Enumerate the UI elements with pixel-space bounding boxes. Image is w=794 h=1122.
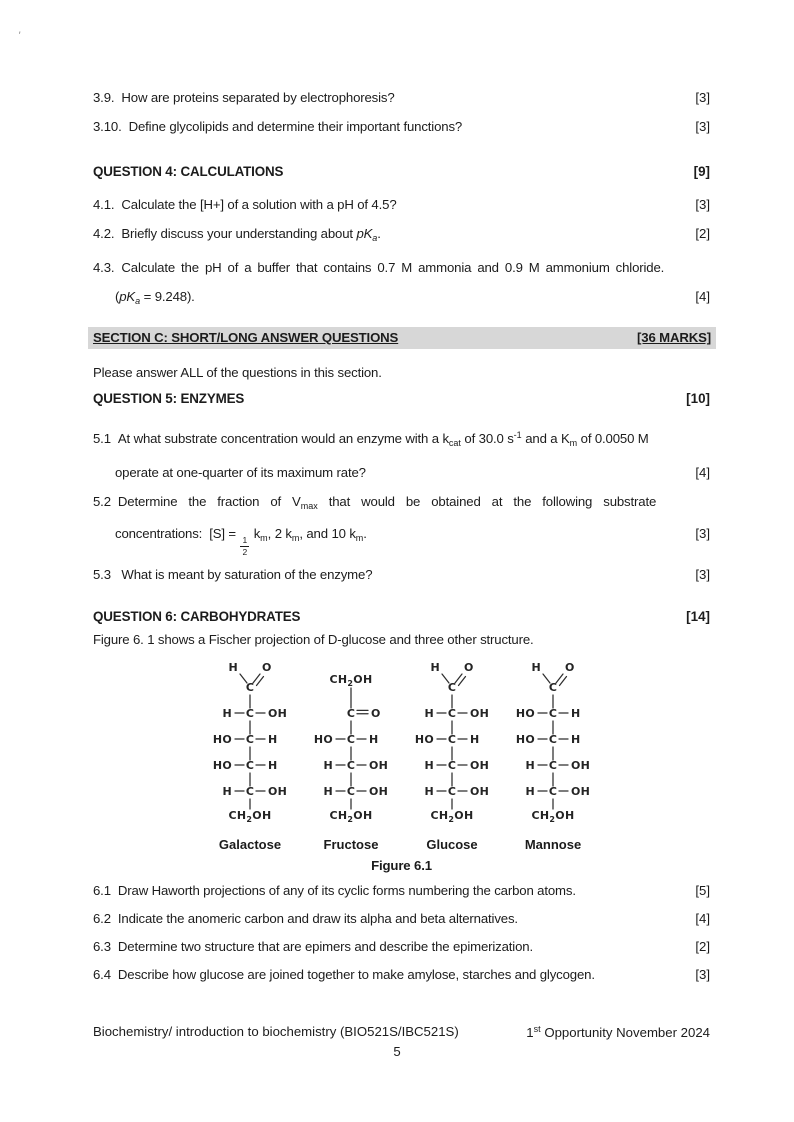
- marks-badge: [5]: [695, 883, 710, 898]
- atom-label: C: [346, 733, 356, 746]
- atom-label: C: [346, 707, 356, 720]
- atom-label: $CH_2OH$: [329, 809, 373, 824]
- molecule-glucose: [404, 657, 500, 854]
- text-segment: Please answer ALL of the questions in this section.: [93, 365, 382, 380]
- atom-label: H: [430, 661, 440, 674]
- question-text: [93, 260, 664, 275]
- molecule-structure-svg: [505, 657, 601, 829]
- text-row: [93, 463, 710, 482]
- document-body: [93, 88, 710, 984]
- marks-badge: [4]: [695, 289, 710, 304]
- question-row: [93, 224, 710, 248]
- atom-label: H: [222, 707, 232, 720]
- question-text: [115, 289, 195, 304]
- atom-label: OH: [268, 707, 288, 720]
- atom-label: H: [369, 733, 379, 746]
- question-text: [93, 197, 397, 212]
- marks-badge: [4]: [695, 465, 710, 480]
- molecule-fructose: [303, 657, 399, 854]
- atom-label: C: [346, 785, 356, 798]
- question-heading: QUESTION 4: CALCULATIONS: [93, 164, 284, 179]
- text-segment: Determine the fraction of V: [117, 494, 301, 509]
- atom-label: C: [447, 707, 457, 720]
- atom-label: C: [548, 707, 558, 720]
- question-heading: QUESTION 6: CARBOHYDRATES: [93, 609, 301, 624]
- question-row: [93, 492, 710, 516]
- text-segment: pK: [119, 289, 136, 304]
- question-text: [115, 526, 367, 557]
- section-title: SECTION C: SHORT/LONG ANSWER QUESTIONS: [93, 330, 399, 345]
- footer-course-text: Biochemistry/ introduction to biochemistry (BIO521S/IBC521S): [93, 1024, 459, 1039]
- atom-label: OH: [369, 759, 389, 772]
- section-marks: [36 MARKS]: [637, 330, 711, 345]
- question-text: [93, 90, 395, 105]
- marks-badge: [3]: [695, 119, 710, 134]
- atom-label: C: [245, 785, 255, 798]
- figure-caption: Figure 6.1: [371, 858, 432, 873]
- text-segment: Describe how glucose are joined together to make amylose, starches and glycogen.: [117, 967, 595, 982]
- atom-label: H: [424, 707, 434, 720]
- atom-label: H: [424, 785, 434, 798]
- superscript: st: [533, 1024, 541, 1034]
- text-segment: , and 10 k: [299, 526, 356, 541]
- question-row: [93, 937, 710, 956]
- marks-badge: [3]: [695, 526, 710, 541]
- atom-label: C: [548, 759, 558, 772]
- text-segment: At what substrate concentration would an enzyme with a k: [117, 431, 449, 446]
- text-segment: k: [250, 526, 261, 541]
- marks-badge: [3]: [695, 197, 710, 212]
- atom-label: HO: [414, 733, 434, 746]
- atom-label: H: [268, 733, 278, 746]
- atom-label: $CH_2OH$: [329, 673, 373, 688]
- question-heading-row: [93, 162, 710, 181]
- subscript: max: [300, 501, 318, 511]
- text-segment: Indicate the anomeric carbon and draw its alpha and beta alternatives.: [117, 911, 518, 926]
- molecule-mannose: [505, 657, 601, 854]
- question-heading-row: [93, 607, 710, 626]
- atom-label: OH: [571, 759, 591, 772]
- atom-label: O: [371, 707, 381, 720]
- atom-label: C: [245, 707, 255, 720]
- atom-label: H: [525, 759, 535, 772]
- text-segment: Determine two structure that are epimers and describe the epimerization.: [117, 939, 533, 954]
- text-segment: that would be obtained at the following substrate: [317, 494, 657, 509]
- question-text: [93, 119, 462, 134]
- atom-label: HO: [212, 759, 232, 772]
- text-segment: What is meant by saturation of the enzyme?: [117, 567, 373, 582]
- superscript: -1: [513, 430, 522, 440]
- subscript: a: [372, 233, 378, 243]
- atom-label: C: [245, 733, 255, 746]
- question-row: [93, 909, 710, 928]
- atom-label: C: [245, 681, 255, 694]
- question-text: [93, 967, 595, 982]
- question-number: 6.3: [93, 939, 111, 954]
- heading-marks: [14]: [686, 609, 710, 624]
- atom-label: HO: [515, 733, 535, 746]
- question-number: 4.2.: [93, 226, 115, 241]
- marks-badge: [3]: [695, 90, 710, 105]
- marks-badge: [4]: [695, 911, 710, 926]
- text-segment: Opportunity November 2024: [540, 1025, 710, 1040]
- text-segment: Calculate the [H+] of a solution with a pH of 4.5?: [121, 197, 397, 212]
- question-number: 5.3: [93, 567, 111, 582]
- molecule-structure-svg: [202, 657, 298, 829]
- marks-badge: [3]: [695, 567, 710, 582]
- question-number: 3.9.: [93, 90, 115, 105]
- question-text: [93, 494, 656, 509]
- fischer-projection-figure: [93, 657, 710, 854]
- atom-label: H: [323, 785, 333, 798]
- text-segment: of 0.0050 M: [577, 431, 649, 446]
- atom-label: C: [548, 733, 558, 746]
- atom-label: OH: [369, 785, 389, 798]
- text-row: [93, 287, 710, 311]
- atom-label: OH: [470, 759, 490, 772]
- question-text: [93, 632, 534, 647]
- question-heading-row: [93, 389, 710, 408]
- marks-badge: [2]: [695, 939, 710, 954]
- question-text: [93, 567, 372, 582]
- text-segment: of 30.0 s: [460, 431, 514, 446]
- subscript: a: [135, 296, 141, 306]
- question-number: 4.3.: [93, 260, 115, 275]
- atom-label: O: [464, 661, 474, 674]
- marks-badge: [3]: [695, 967, 710, 982]
- atom-label: H: [531, 661, 541, 674]
- molecule-structure-svg: [404, 657, 500, 829]
- subscript: m: [569, 438, 578, 448]
- atom-label: OH: [571, 785, 591, 798]
- text-segment: , 2 k: [267, 526, 292, 541]
- atom-label: HO: [313, 733, 333, 746]
- question-text: [93, 365, 382, 380]
- atom-label: $CH_2OH$: [430, 809, 474, 824]
- question-text: [93, 226, 381, 241]
- atom-label: $CH_2OH$: [228, 809, 272, 824]
- atom-label: C: [346, 759, 356, 772]
- atom-label: HO: [212, 733, 232, 746]
- question-heading: QUESTION 5: ENZYMES: [93, 391, 245, 406]
- atom-label: H: [424, 759, 434, 772]
- section-header-bar: [88, 327, 716, 349]
- subscript: m: [291, 533, 300, 543]
- question-number: 5.2: [93, 494, 111, 509]
- question-row: [93, 965, 710, 984]
- question-row: [93, 881, 710, 900]
- text-row: [93, 363, 710, 382]
- text-segment: concentrations: [S] =: [115, 526, 240, 541]
- question-text: [93, 939, 533, 954]
- question-text: [93, 431, 649, 446]
- text-segment: .: [363, 526, 367, 541]
- text-segment: Define glycolipids and determine their important functions?: [128, 119, 463, 134]
- atom-label: O: [565, 661, 575, 674]
- atom-label: H: [571, 707, 581, 720]
- question-row: [93, 195, 710, 214]
- atom-label: HO: [515, 707, 535, 720]
- atom-label: H: [470, 733, 480, 746]
- atom-label: H: [525, 785, 535, 798]
- text-segment: 1: [526, 1025, 534, 1040]
- atom-label: OH: [470, 707, 490, 720]
- atom-label: OH: [268, 785, 288, 798]
- text-segment: Figure 6. 1 shows a Fischer projection of D-glucose and three other structure.: [93, 632, 534, 647]
- atom-label: H: [323, 759, 333, 772]
- atom-label: H: [268, 759, 278, 772]
- text-segment: and a K: [521, 431, 570, 446]
- atom-label: C: [447, 681, 457, 694]
- atom-label: H: [228, 661, 238, 674]
- question-row: [93, 88, 710, 107]
- question-number: 5.1: [93, 431, 111, 446]
- subscript: m: [260, 533, 268, 543]
- text-segment: .: [377, 226, 381, 241]
- text-row: [93, 630, 710, 649]
- atom-label: C: [548, 785, 558, 798]
- text-segment: Draw Haworth projections of any of its cyclic forms numbering the carbon atoms.: [117, 883, 576, 898]
- atom-label: H: [571, 733, 581, 746]
- question-row: [93, 426, 710, 453]
- molecule-label: Fructose: [323, 837, 379, 852]
- atom-label: C: [447, 733, 457, 746]
- question-row: [93, 258, 710, 277]
- scan-artifact: ': [18, 30, 21, 42]
- fraction: $\frac{1}{2}$: [242, 535, 248, 557]
- question-row: [93, 565, 710, 584]
- atom-label: C: [447, 759, 457, 772]
- page-number: 5: [393, 1044, 401, 1059]
- subscript: m: [355, 533, 364, 543]
- molecule-label: Galactose: [218, 837, 282, 852]
- text-segment: Briefly discuss your understanding about: [121, 226, 357, 241]
- text-segment: (: [115, 289, 120, 304]
- atom-label: C: [245, 759, 255, 772]
- question-number: 3.10.: [93, 119, 122, 134]
- question-text: [115, 465, 366, 480]
- subscript: cat: [448, 438, 461, 448]
- atom-label: C: [548, 681, 558, 694]
- question-number: 6.1: [93, 883, 111, 898]
- text-segment: How are proteins separated by electrophoresis?: [121, 90, 395, 105]
- page-footer: [93, 1024, 710, 1040]
- heading-marks: [9]: [693, 164, 710, 179]
- question-number: 4.1.: [93, 197, 115, 212]
- text-segment: operate at one-quarter of its maximum rate?: [115, 465, 366, 480]
- heading-marks: [10]: [686, 391, 710, 406]
- question-number: 6.2: [93, 911, 111, 926]
- question-number: 6.4: [93, 967, 111, 982]
- molecule-structure-svg: [303, 657, 399, 829]
- molecule-galactose: [202, 657, 298, 854]
- atom-label: C: [447, 785, 457, 798]
- question-text: [93, 883, 576, 898]
- footer-opportunity-text: [526, 1024, 710, 1040]
- molecule-label: Mannose: [524, 837, 582, 852]
- text-segment: pK: [356, 226, 373, 241]
- atom-label: H: [222, 785, 232, 798]
- text-segment: Calculate the pH of a buffer that contains 0.7 M ammonia and 0.9 M ammonium chloride.: [121, 260, 665, 275]
- text-segment: = 9.248).: [140, 289, 195, 304]
- atom-label: OH: [470, 785, 490, 798]
- atom-label: O: [262, 661, 272, 674]
- question-row: [93, 117, 710, 136]
- atom-label: $CH_2OH$: [531, 809, 575, 824]
- question-text: [93, 911, 518, 926]
- molecule-label: Glucose: [426, 837, 478, 852]
- marks-badge: [2]: [695, 226, 710, 241]
- text-row: [93, 524, 710, 556]
